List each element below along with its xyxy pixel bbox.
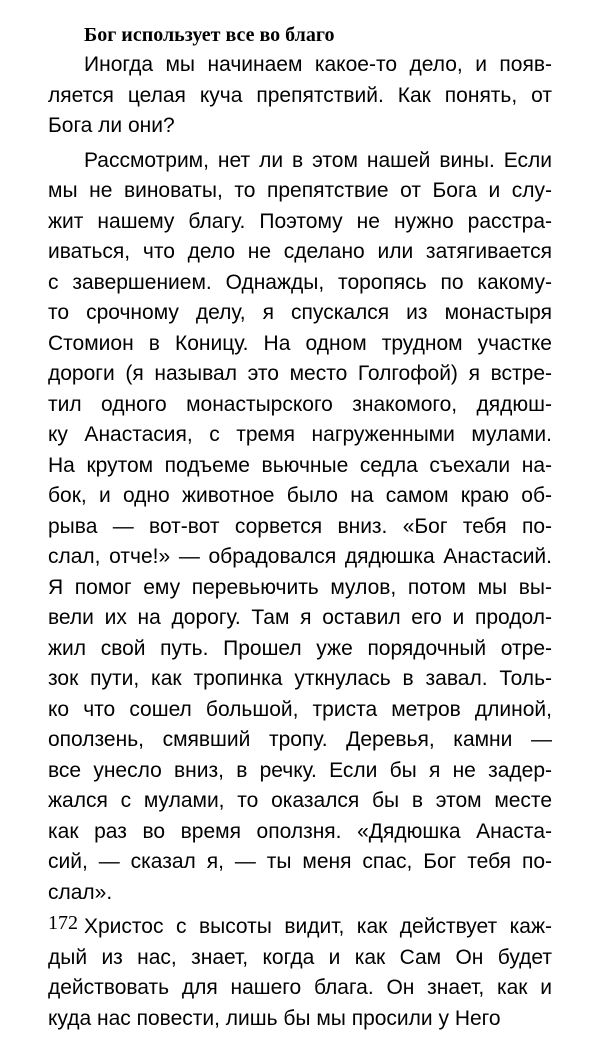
text-line: На крутом подъеме вьючные седла съехали на- [48, 453, 552, 477]
section-heading: Бог использует все во благо [84, 24, 335, 46]
text-line: куда нас повести, лишь бы мы просили у Него [48, 1006, 501, 1030]
text-line: ляется целая куча препятствий. Как понять, от [48, 83, 552, 107]
text-line: как раз во время оползня. «Дядюшка Анаста- [48, 819, 552, 843]
text-line: Я помог ему перевьючить мулов, потом мы вы- [48, 575, 552, 599]
text-line: иваться, что дело не сделано или затягивается [48, 240, 552, 263]
text-line: действовать для нашего блага. Он знает, как и [48, 976, 552, 999]
text-line: дый из нас, знает, когда и как Сам Он будет [48, 945, 552, 969]
text-line: Стомион в Коницу. На одном трудном участке [48, 331, 552, 355]
text-line: вели их на дорогу. Там я оставил его и продол- [48, 606, 552, 629]
text-line: жит нашему благу. Поэтому не нужно расстра- [48, 209, 552, 233]
paragraph [48, 50, 552, 142]
text-line: бок, и одно животное было на самом краю об- [48, 484, 552, 507]
text-line: Христос с высоты видит, как действует каж- [84, 915, 552, 938]
text-line: дороги (я называл это место Голгофой) я встре- [48, 362, 552, 385]
text-line: ко что сошел большой, триста метров длиной, [48, 697, 552, 721]
paragraph [48, 146, 552, 909]
text-line: рыва — вот-вот сорвется вниз. «Бог тебя по- [48, 514, 552, 538]
text-line: слал». [48, 880, 113, 904]
text-line: Иногда мы начинаем какое-то дело, и появ- [84, 53, 552, 76]
text-line: Рассмотрим, нет ли в этом нашей вины. Если [84, 148, 552, 172]
body-text [48, 50, 552, 1038]
text-line: тил одного монастырского знакомого, дядюш- [48, 392, 552, 416]
page-number: 172 [48, 912, 78, 934]
text-line: с завершением. Однажды, торопясь по какому- [48, 270, 552, 294]
text-line: то срочному делу, я спускался из монастыря [48, 301, 552, 324]
text-line: зок пути, как тропинка уткнулась в завал. Толь- [48, 667, 552, 690]
text-line: жил свой путь. Прошел уже порядочный отре- [48, 636, 552, 660]
text-line: слал, отче!» — обрадовался дядюшка Анастасий. [48, 545, 552, 568]
text-line: сий, — сказал я, — ты меня спас, Бог тебя по- [48, 850, 552, 873]
text-line: жался с мулами, то оказался бы в этом месте [48, 789, 552, 812]
text-line: ку Анастасия, с тремя нагруженными мулами. [48, 423, 552, 446]
text-line: все унесло вниз, в речку. Если бы я не задер- [48, 758, 552, 782]
text-line: мы не виноваты, то препятствие от Бога и слу- [48, 179, 552, 202]
paragraph [48, 912, 552, 1034]
text-line: Бога ли они? [48, 114, 175, 137]
text-line: оползень, смявший тропу. Деревья, камни — [48, 728, 552, 751]
